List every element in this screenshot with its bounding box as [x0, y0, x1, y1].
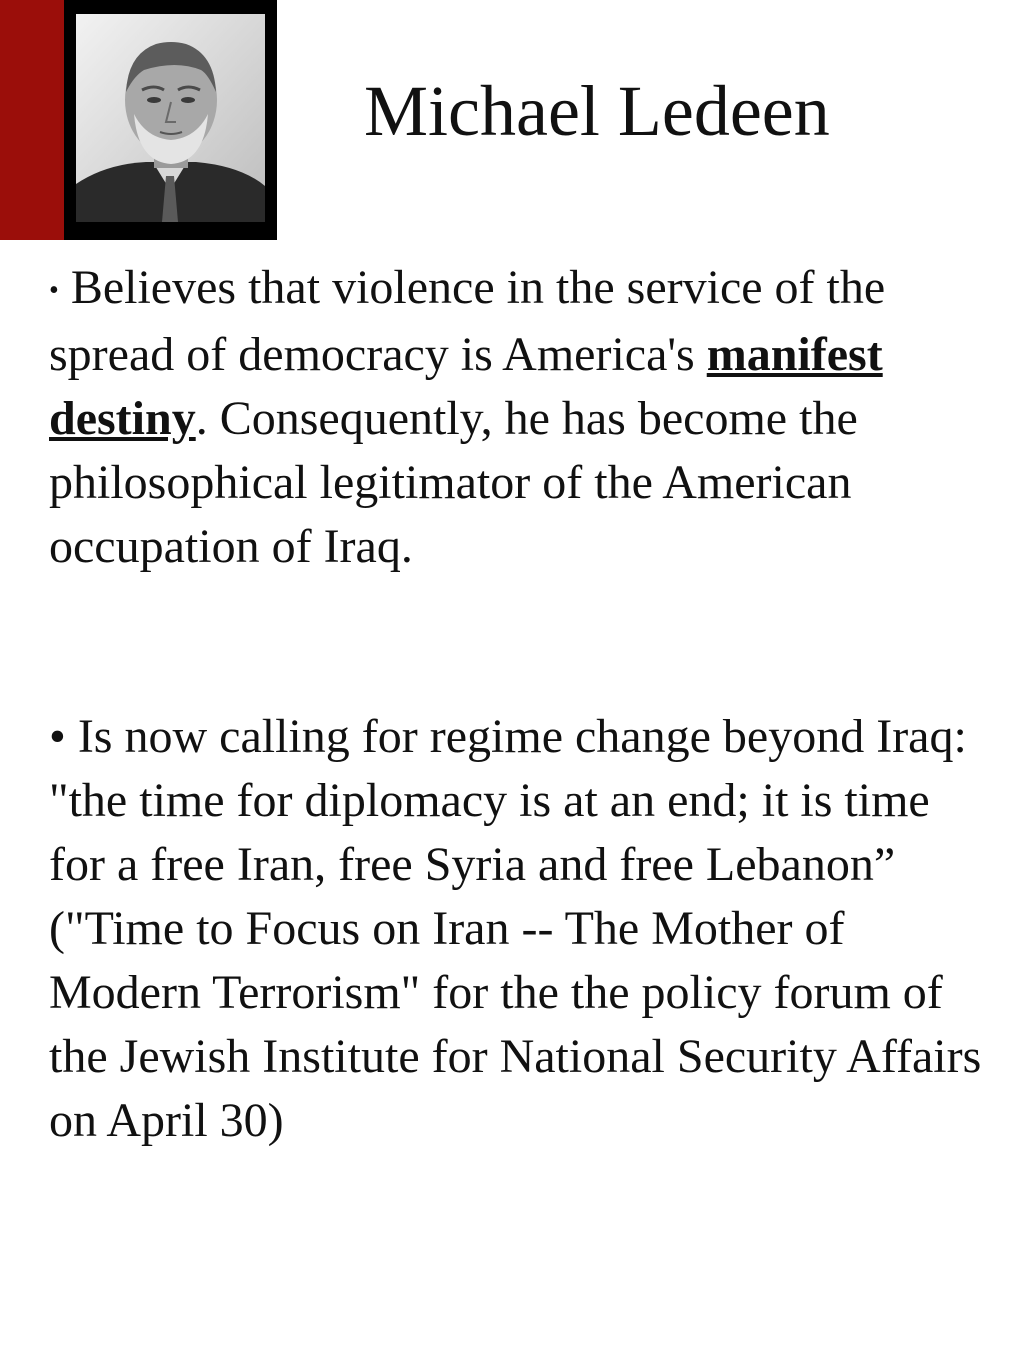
- bullet-list: [49, 256, 989, 1153]
- portrait-frame: [64, 0, 277, 240]
- bullet-text: Believes that violence in the service of the spread of democracy is America's: [49, 261, 886, 381]
- page-title: Michael Ledeen: [364, 71, 830, 151]
- accent-bar: [0, 0, 64, 240]
- bullet-text: Is now calling for regime change beyond Iraq: "the time for diplomacy is at an end; it is time for a free Iran, free Syria and free Lebanon” ("Time to Focus on Iran -- The Mother of Modern Terrorism" for the the policy forum of the Jewish Institute for National Security Affairs on April 30): [49, 710, 982, 1147]
- bullet-marker: •: [49, 710, 66, 763]
- bullet-marker: •: [49, 275, 59, 306]
- manifest-destiny-link[interactable]: manifest destiny: [49, 328, 883, 445]
- portrait-photo: [76, 14, 265, 222]
- bullet-item: [49, 256, 989, 579]
- bullet-text: . Consequently, he has become the philosophical legitimator of the American occupation of Iraq.: [49, 392, 858, 573]
- bullet-item: [49, 705, 989, 1153]
- portrait-illustration: [76, 14, 265, 222]
